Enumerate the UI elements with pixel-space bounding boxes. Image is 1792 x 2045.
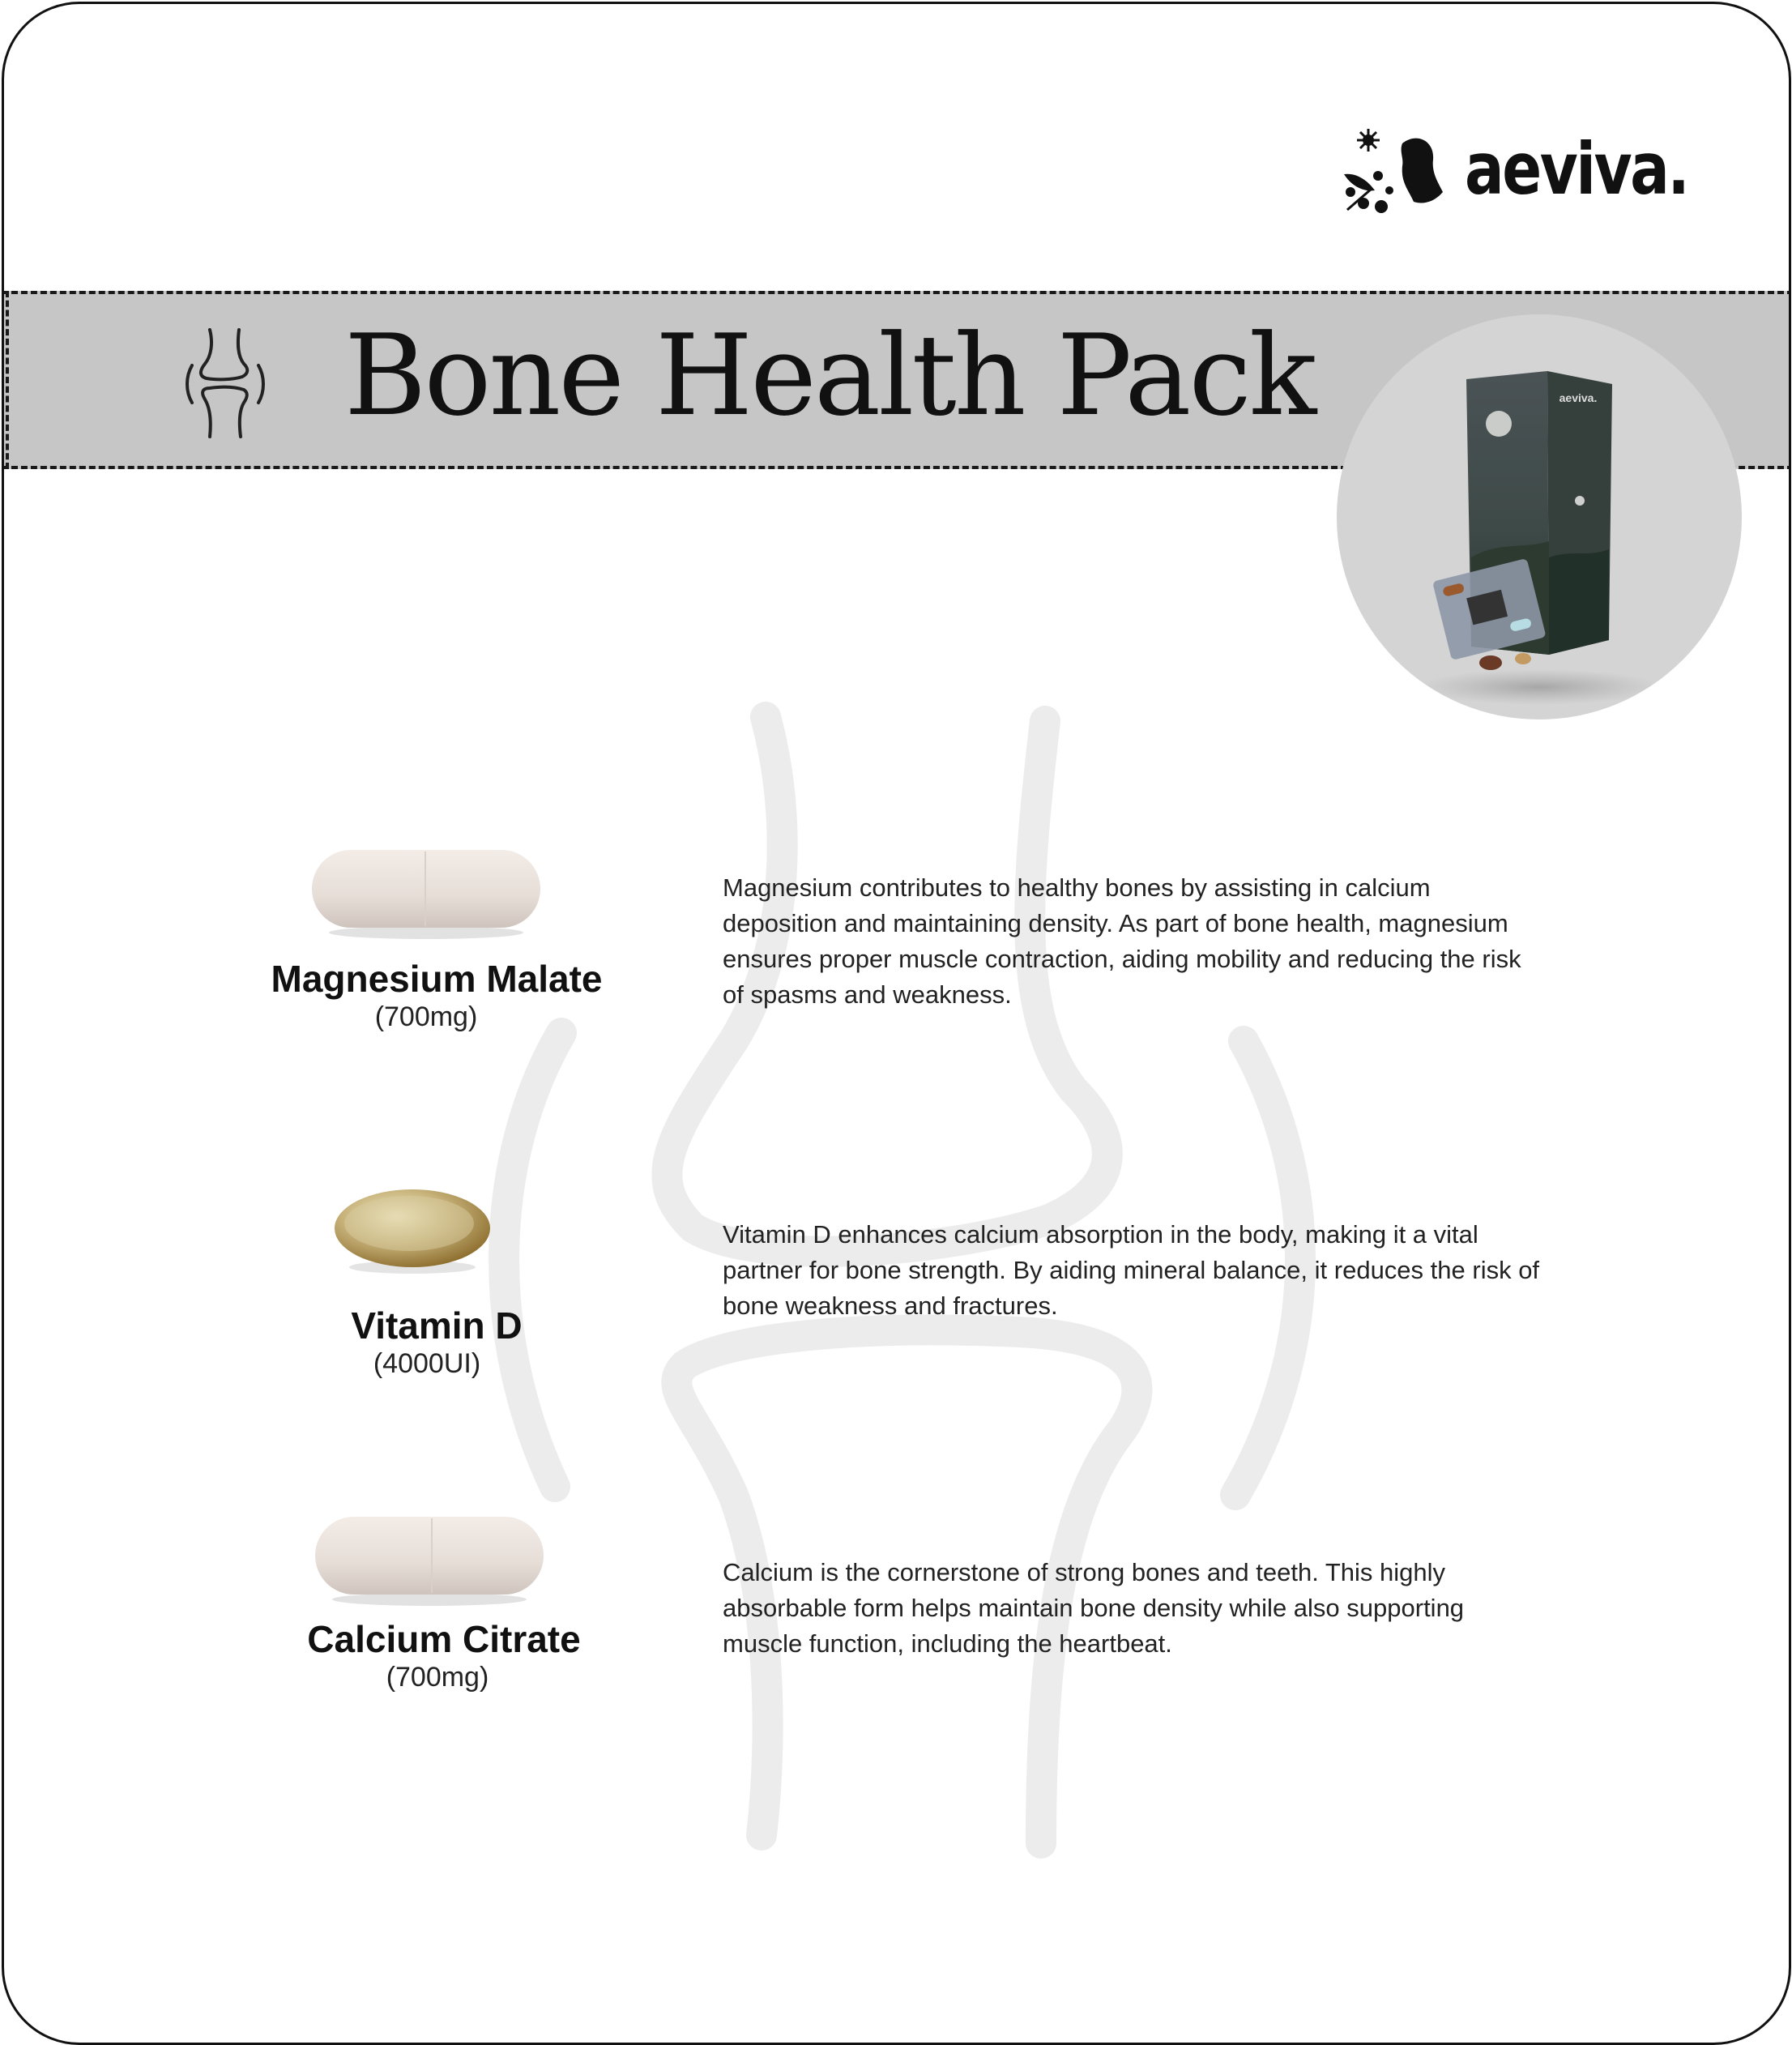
brand-logo xyxy=(1339,126,1688,223)
item-description-vitamin-d: Vitamin D enhances calcium absorption in the body, making it a vital partner for bone strength. By aiding mineral balance, it reduces the risk of bone weakness and fractures. xyxy=(723,1220,1540,1320)
item-description-calcium: Calcium is the cornerstone of strong bones and teeth. This highly absorbable form helps maintain bone density while also supporting muscle function, including the heartbeat. xyxy=(723,1558,1465,1658)
item-dose-magnesium: (700mg) xyxy=(374,1001,478,1032)
item-name-calcium: Calcium Citrate xyxy=(307,1618,581,1660)
brand-wordmark: aeviva. xyxy=(1465,127,1688,211)
pack-card xyxy=(2,2,1791,2045)
banner-left-edge xyxy=(6,291,9,469)
item-name-magnesium: Magnesium Malate xyxy=(271,958,603,1000)
item-dose-calcium: (700mg) xyxy=(386,1662,489,1693)
item-description-magnesium: Magnesium contributes to healthy bones by assisting in calcium deposition and maintaining density. As part of bone health, magnesium ensures proper muscle contraction, aiding mobility and reducing the risk of spasms and weakness. xyxy=(723,873,1521,1009)
product-box-graphic xyxy=(1337,314,1742,719)
banner-right-edge xyxy=(1789,291,1791,469)
product-box-brand: aeviva. xyxy=(1559,391,1598,404)
item-dose-vitamin-d: (4000UI) xyxy=(373,1348,481,1379)
item-name-vitamin-d: Vitamin D xyxy=(351,1304,523,1347)
calcium-capsule-icon xyxy=(312,1513,547,1611)
knee-joint-icon xyxy=(181,327,270,440)
magnesium-capsule-icon xyxy=(309,847,544,944)
brand-emblem-icon xyxy=(1339,126,1453,223)
page-title: Bone Health Pack xyxy=(344,310,1315,441)
vitamin-d-softgel-icon xyxy=(331,1183,493,1280)
product-image xyxy=(1337,314,1742,719)
